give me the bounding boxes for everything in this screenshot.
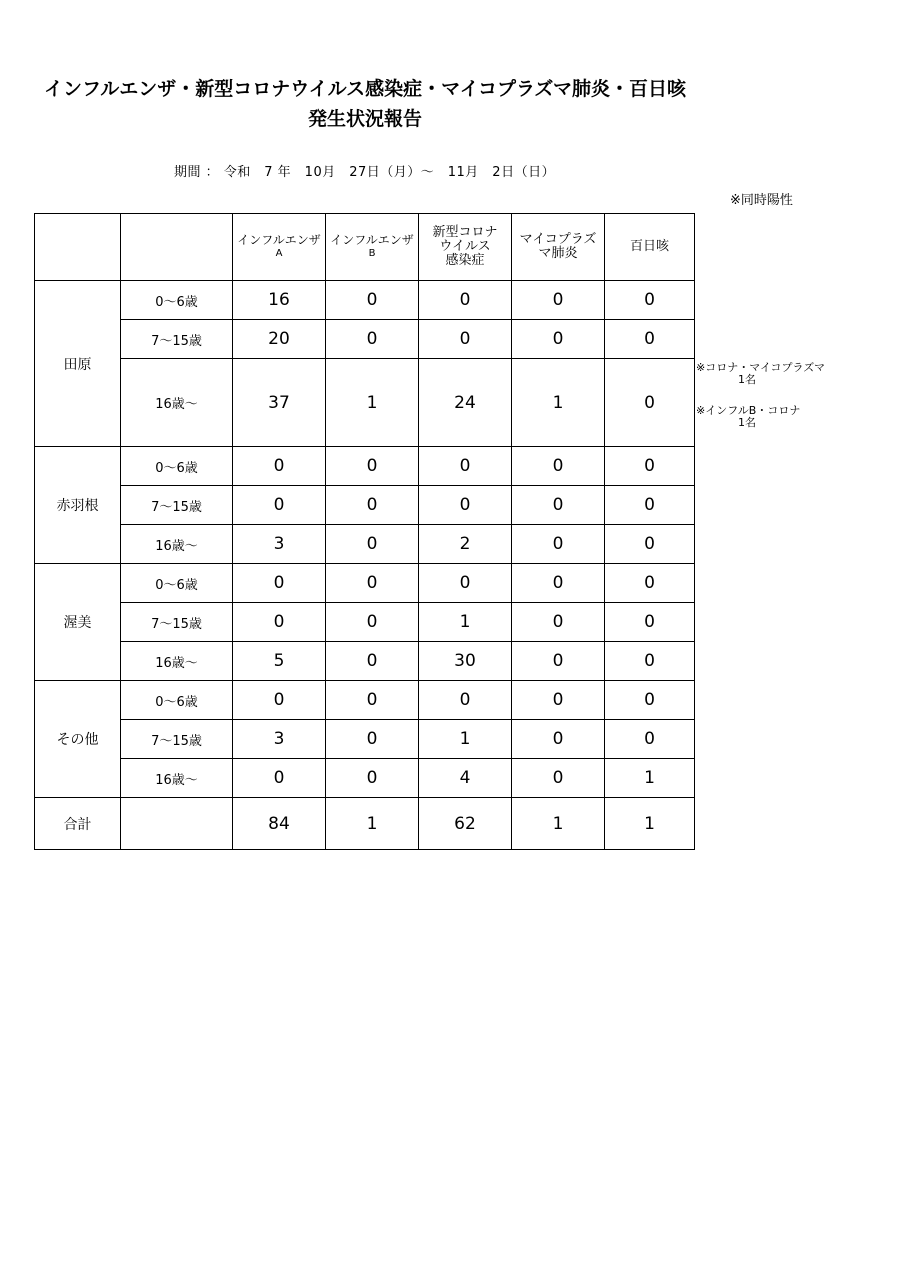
cell-covid: 0 [419, 564, 512, 603]
cell-covid: 0 [419, 486, 512, 525]
age-group-label: 7～15歳 [121, 603, 233, 642]
cell-myco: 0 [512, 320, 605, 359]
total-row [35, 798, 695, 850]
total-covid: 62 [419, 798, 512, 850]
area-other: その他 [35, 681, 121, 798]
header-flu-b-label: インフルエンザ [330, 233, 414, 247]
cell-covid: 0 [419, 320, 512, 359]
side-note-text: ※コロナ・マイコプラズマ [696, 361, 826, 374]
cell-myco: 0 [512, 447, 605, 486]
cell-flu-b: 0 [326, 447, 419, 486]
cell-pertussis: 1 [605, 759, 695, 798]
age-group-label: 0～6歳 [121, 281, 233, 320]
cell-covid: 30 [419, 642, 512, 681]
cell-flu-b: 0 [326, 603, 419, 642]
cell-covid: 1 [419, 603, 512, 642]
cell-flu-a: 20 [233, 320, 326, 359]
cell-myco: 0 [512, 525, 605, 564]
header-flu-a-type: A [275, 248, 283, 259]
cell-myco: 0 [512, 681, 605, 720]
table-row [35, 525, 695, 564]
reporting-period: 期間 ： 令和 7 年 10月 27日（月）～ 11月 2日（日） [174, 165, 556, 180]
cell-pertussis: 0 [605, 525, 695, 564]
header-myco-line1: マイコプラズ [519, 232, 597, 247]
cell-flu-a: 37 [233, 359, 326, 447]
cell-flu-b: 0 [326, 720, 419, 759]
age-group-label: 7～15歳 [121, 486, 233, 525]
cell-covid: 0 [419, 447, 512, 486]
side-note-count: 1名 [738, 416, 756, 429]
header-covid-line2: ウイルス [439, 239, 491, 254]
total-myco: 1 [512, 798, 605, 850]
header-flu-a-label: インフルエンザ [237, 233, 321, 247]
table-row [35, 486, 695, 525]
age-group-label: 0～6歳 [121, 447, 233, 486]
age-group-label: 7～15歳 [121, 320, 233, 359]
total-flu-a: 84 [233, 798, 326, 850]
header-flu-b [326, 214, 419, 281]
cell-covid: 4 [419, 759, 512, 798]
cell-flu-b: 0 [326, 681, 419, 720]
cell-flu-b: 0 [326, 525, 419, 564]
age-group-label: 7～15歳 [121, 720, 233, 759]
cell-pertussis: 0 [605, 564, 695, 603]
cell-covid: 24 [419, 359, 512, 447]
age-group-label: 16歳～ [121, 525, 233, 564]
header-covid-line1: 新型コロナ [432, 225, 498, 240]
header-myco-line2: マ肺炎 [538, 246, 578, 261]
cell-flu-b: 1 [326, 359, 419, 447]
header-age-cell [121, 214, 233, 281]
header-flu-a [233, 214, 326, 281]
cell-covid: 0 [419, 681, 512, 720]
total-flu-b: 1 [326, 798, 419, 850]
header-pertussis: 百日咳 [605, 214, 695, 281]
cell-flu-a: 16 [233, 281, 326, 320]
cell-myco: 0 [512, 603, 605, 642]
table-row [35, 564, 695, 603]
table-row [35, 603, 695, 642]
cell-pertussis: 0 [605, 320, 695, 359]
cell-covid: 2 [419, 525, 512, 564]
cell-myco: 0 [512, 486, 605, 525]
cell-pertussis: 0 [605, 642, 695, 681]
cell-pertussis: 0 [605, 281, 695, 320]
age-group-label: 16歳～ [121, 642, 233, 681]
co-positive-note: ※同時陽性 [730, 193, 793, 208]
cell-covid: 0 [419, 281, 512, 320]
cell-myco: 0 [512, 281, 605, 320]
cell-myco: 0 [512, 720, 605, 759]
cell-myco: 1 [512, 359, 605, 447]
cell-flu-b: 0 [326, 281, 419, 320]
cell-flu-a: 0 [233, 564, 326, 603]
table-row [35, 320, 695, 359]
table-row [35, 720, 695, 759]
co-positive-note-flub-covid [696, 405, 800, 429]
co-positive-note-covid-myco [696, 362, 825, 386]
cell-myco: 0 [512, 642, 605, 681]
table-row [35, 281, 695, 320]
cell-flu-a: 0 [233, 681, 326, 720]
header-covid [419, 214, 512, 281]
area-tahara: 田原 [35, 281, 121, 447]
cell-flu-a: 5 [233, 642, 326, 681]
age-group-label: 0～6歳 [121, 564, 233, 603]
cell-flu-b: 0 [326, 642, 419, 681]
cell-pertussis: 0 [605, 681, 695, 720]
table-row [35, 642, 695, 681]
age-group-label: 16歳～ [121, 359, 233, 447]
cell-flu-b: 0 [326, 320, 419, 359]
total-label: 合計 [35, 798, 121, 850]
cell-flu-a: 0 [233, 603, 326, 642]
cell-flu-a: 3 [233, 525, 326, 564]
total-pertussis: 1 [605, 798, 695, 850]
cell-flu-b: 0 [326, 564, 419, 603]
area-atsumi: 渥美 [35, 564, 121, 681]
area-akabane: 赤羽根 [35, 447, 121, 564]
table-row [35, 359, 695, 447]
cell-pertussis: 0 [605, 359, 695, 447]
header-covid-line3: 感染症 [445, 253, 485, 268]
cell-flu-a: 0 [233, 486, 326, 525]
cell-flu-b: 0 [326, 486, 419, 525]
cell-myco: 0 [512, 759, 605, 798]
table-header-row [35, 214, 695, 281]
report-title-line2: 発生状況報告 [307, 108, 422, 130]
age-group-label: 0～6歳 [121, 681, 233, 720]
table-row [35, 447, 695, 486]
cell-flu-b: 0 [326, 759, 419, 798]
cell-covid: 1 [419, 720, 512, 759]
header-area-cell [35, 214, 121, 281]
header-flu-b-type: B [368, 248, 376, 259]
cell-flu-a: 0 [233, 447, 326, 486]
side-note-text: ※インフルB・コロナ [696, 404, 801, 417]
cell-flu-a: 3 [233, 720, 326, 759]
age-group-label: 16歳～ [121, 759, 233, 798]
header-mycoplasma [512, 214, 605, 281]
table-row [35, 759, 695, 798]
cell-pertussis: 0 [605, 720, 695, 759]
report-title-line1: インフルエンザ・新型コロナウイルス感染症・マイコプラズマ肺炎・百日咳 [43, 78, 686, 100]
case-report-table [34, 213, 695, 850]
cell-pertussis: 0 [605, 447, 695, 486]
side-note-count: 1名 [738, 373, 756, 386]
total-empty-cell [121, 798, 233, 850]
cell-pertussis: 0 [605, 486, 695, 525]
cell-myco: 0 [512, 564, 605, 603]
cell-pertussis: 0 [605, 603, 695, 642]
cell-flu-a: 0 [233, 759, 326, 798]
table-row [35, 681, 695, 720]
